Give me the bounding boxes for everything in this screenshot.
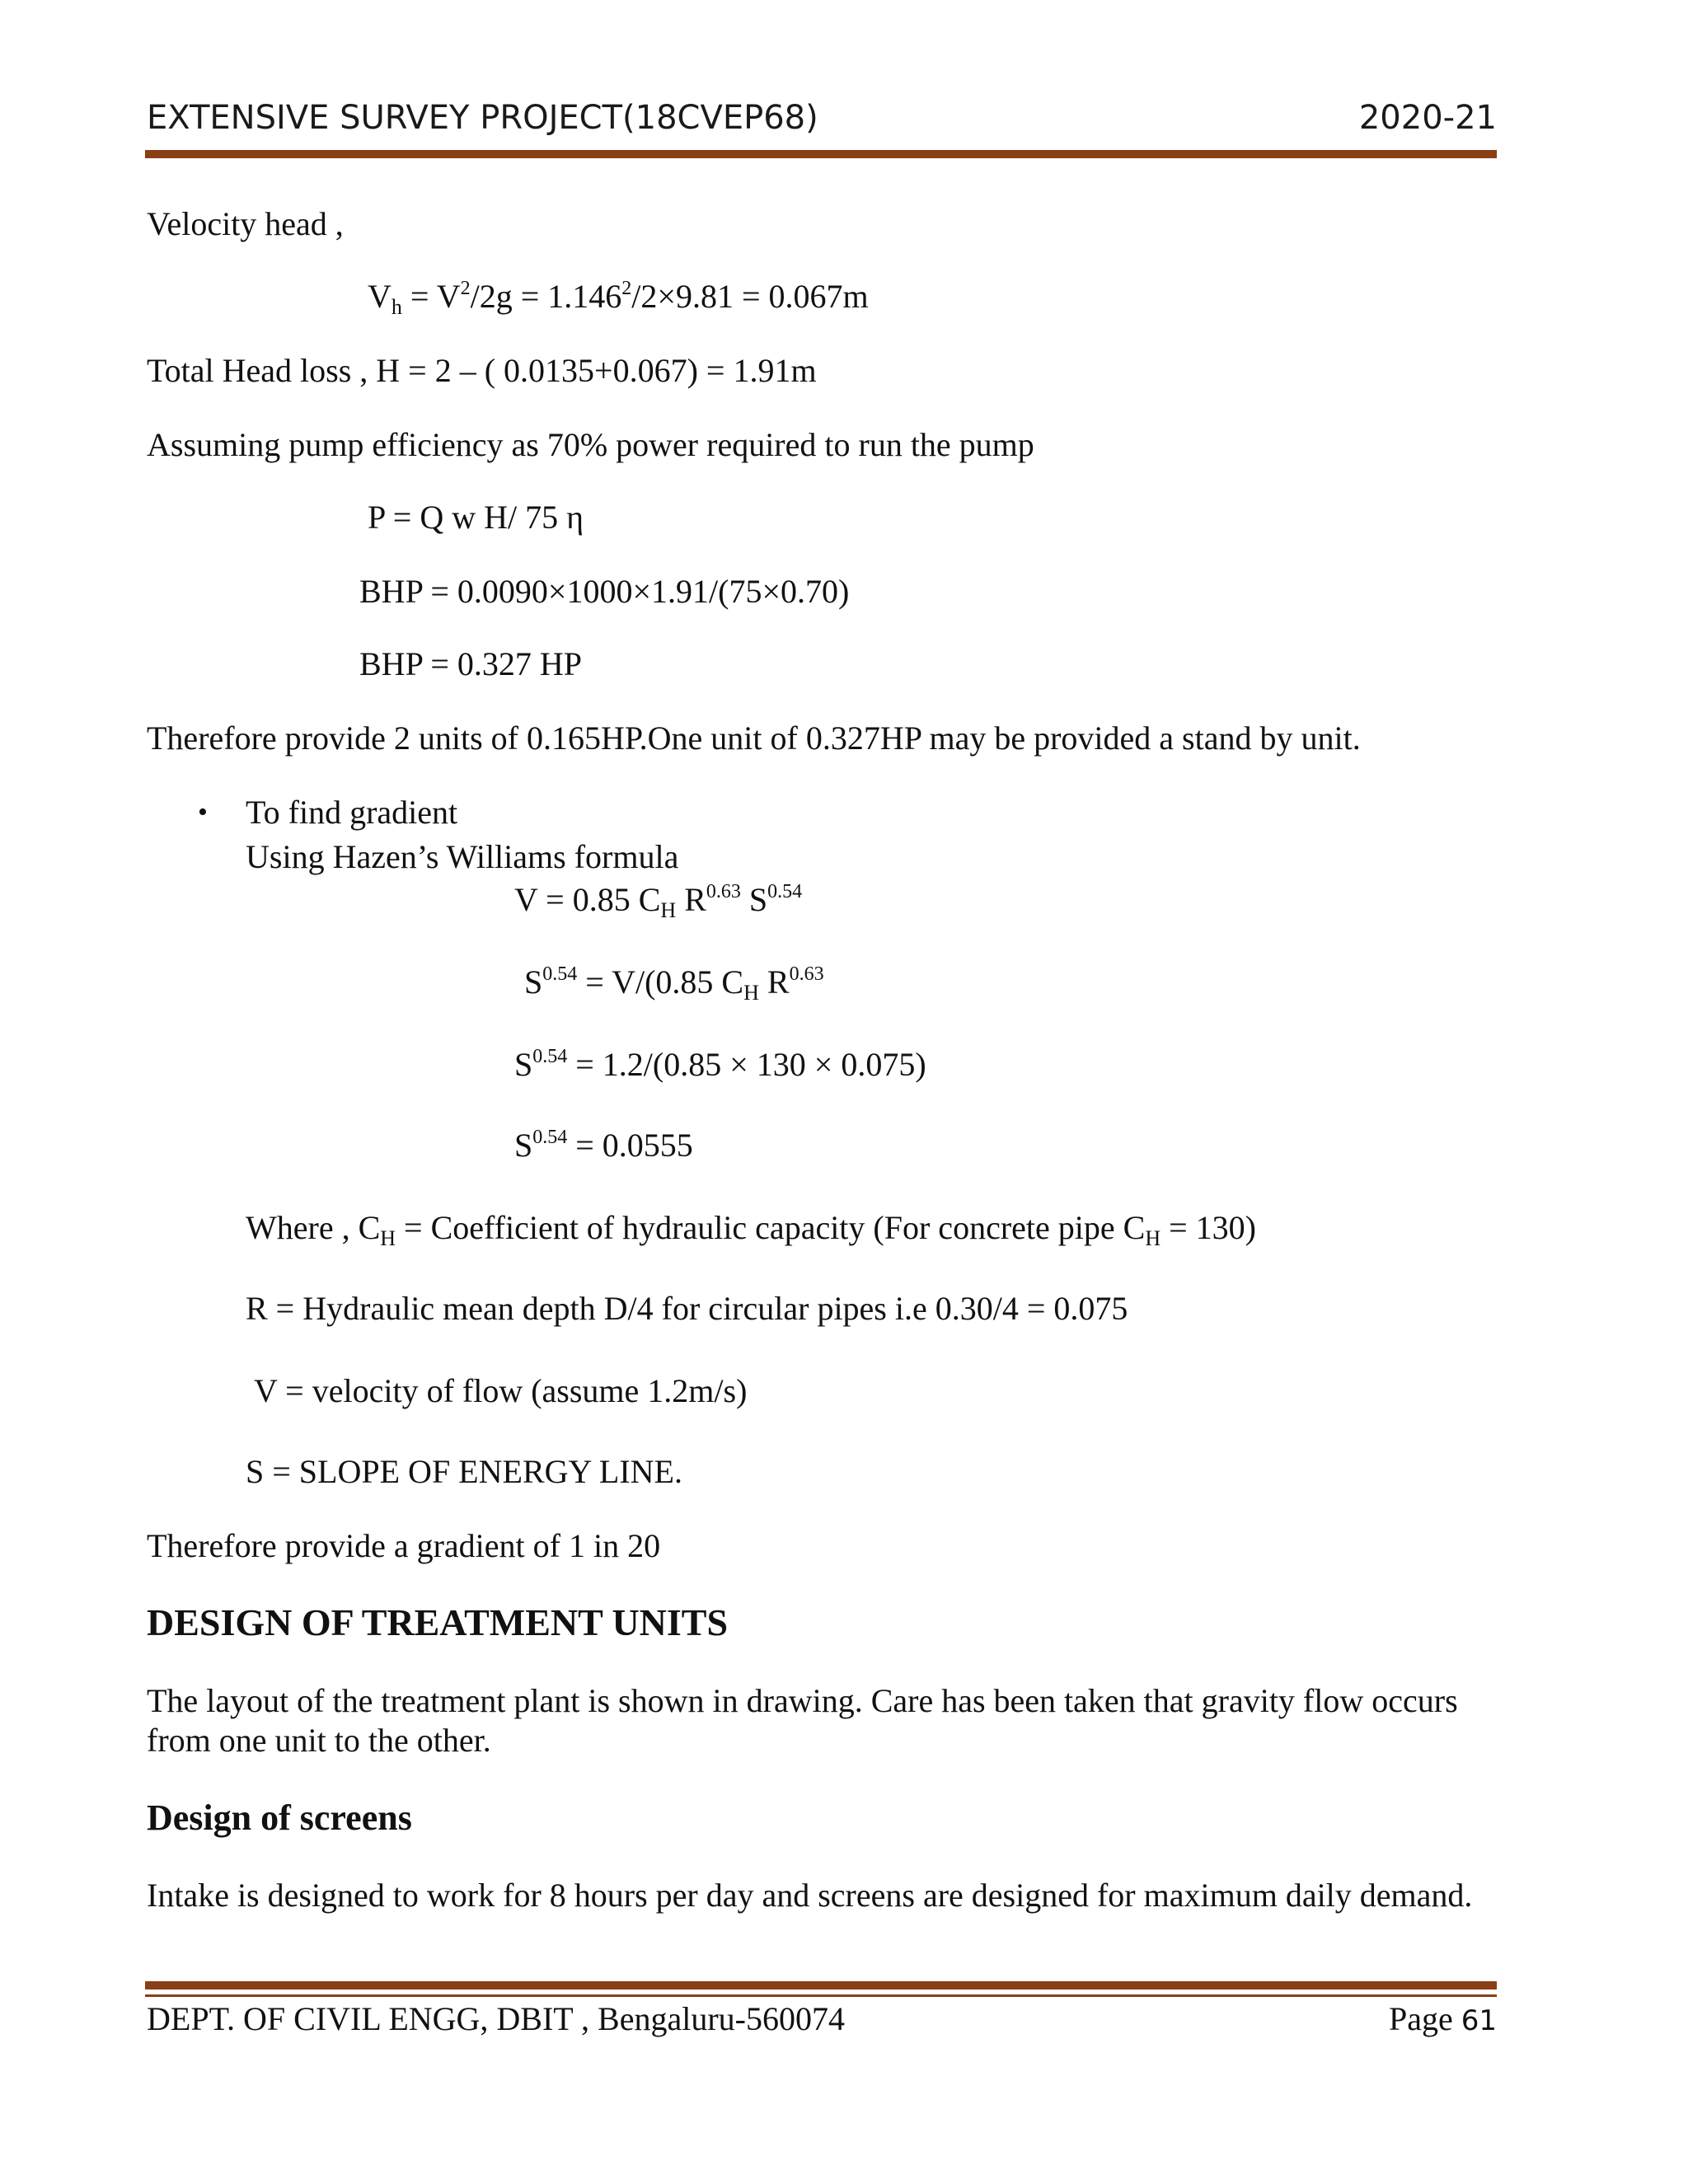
footer-rule-thick bbox=[145, 1981, 1497, 1990]
gradient-result: Therefore provide a gradient of 1 in 20 bbox=[147, 1527, 661, 1564]
hazen-equation: V = 0.85 $C_H$ $R^{0.63}$ $S^{0.54}$ bbox=[514, 881, 803, 922]
velocity-head-intro: Velocity head , bbox=[147, 205, 344, 242]
footer-page-number: 61 bbox=[1461, 2004, 1497, 2037]
slope-equation-2: $S^{0.54} = 1.2/(0.85 \times 130 \times 0.075)$ bbox=[514, 1046, 926, 1083]
footer-page bbox=[1368, 1999, 1497, 2038]
footer-rule-thin bbox=[145, 1994, 1497, 1997]
heading-design-of-screens: Design of screens bbox=[147, 1797, 412, 1838]
bullet-marker: • bbox=[198, 797, 208, 827]
slope-equation-1: $S^{0.54} = V/(0.85$ $C_H$ $R^{0.63}$ bbox=[524, 963, 824, 1005]
hazen-williams-label: Using Hazen’s Williams formula bbox=[246, 838, 679, 875]
heading-treatment-units: DESIGN OF TREATMENT UNITS bbox=[147, 1601, 729, 1643]
power-equation: P = Q w H/ 75 η bbox=[368, 499, 584, 536]
total-head-loss: Total Head loss , H = 2 – ( 0.0135+0.067) = 1.91m bbox=[147, 352, 817, 389]
footer-page-label: Page bbox=[1388, 2000, 1453, 2037]
where-ch-definition: Where , $C_H$ = Coefficient of hydraulic capacity (For concrete pipe $C_H = 130$) bbox=[246, 1209, 1256, 1250]
slope-equation-3: $S^{0.54} = 0.0555$ bbox=[514, 1127, 693, 1164]
intake-paragraph: Intake is designed to work for 8 hours per day and screens are designed for maximum daily demand. bbox=[147, 1877, 1473, 1914]
layout-paragraph-line2: from one unit to the other. bbox=[147, 1722, 491, 1759]
velocity-head-equation: $V_h = V^2/2g = 1.146^2/2\times 9.81 = 0.067m$ bbox=[368, 278, 869, 319]
footer-department: DEPT. OF CIVIL ENGG, DBIT , Bengaluru-560074 bbox=[147, 2000, 845, 2037]
layout-paragraph-line1: The layout of the treatment plant is shown in drawing. Care has been taken that gravity flow occurs bbox=[147, 1682, 1458, 1719]
bhp-equation: BHP = 0.0090×1000×1.91/(75×0.70) bbox=[359, 573, 850, 610]
r-definition: R = Hydraulic mean depth D/4 for circular pipes i.e 0.30/4 = 0.075 bbox=[246, 1290, 1128, 1327]
header-rule bbox=[145, 150, 1497, 158]
pump-efficiency-text: Assuming pump efficiency as 70% power required to run the pump bbox=[147, 426, 1034, 463]
s-definition: S = SLOPE OF ENERGY LINE. bbox=[246, 1453, 682, 1490]
header-year: 2020-21 bbox=[1358, 99, 1497, 137]
v-definition: V = velocity of flow (assume 1.2m/s) bbox=[254, 1372, 748, 1409]
provide-units-text: Therefore provide 2 units of 0.165HP.One unit of 0.327HP may be provided a stand by unit. bbox=[147, 719, 1361, 757]
bhp-result: BHP = 0.327 HP bbox=[359, 645, 583, 682]
gradient-title: To find gradient bbox=[246, 794, 458, 831]
header-title: EXTENSIVE SURVEY PROJECT(18CVEP68) bbox=[147, 99, 818, 137]
